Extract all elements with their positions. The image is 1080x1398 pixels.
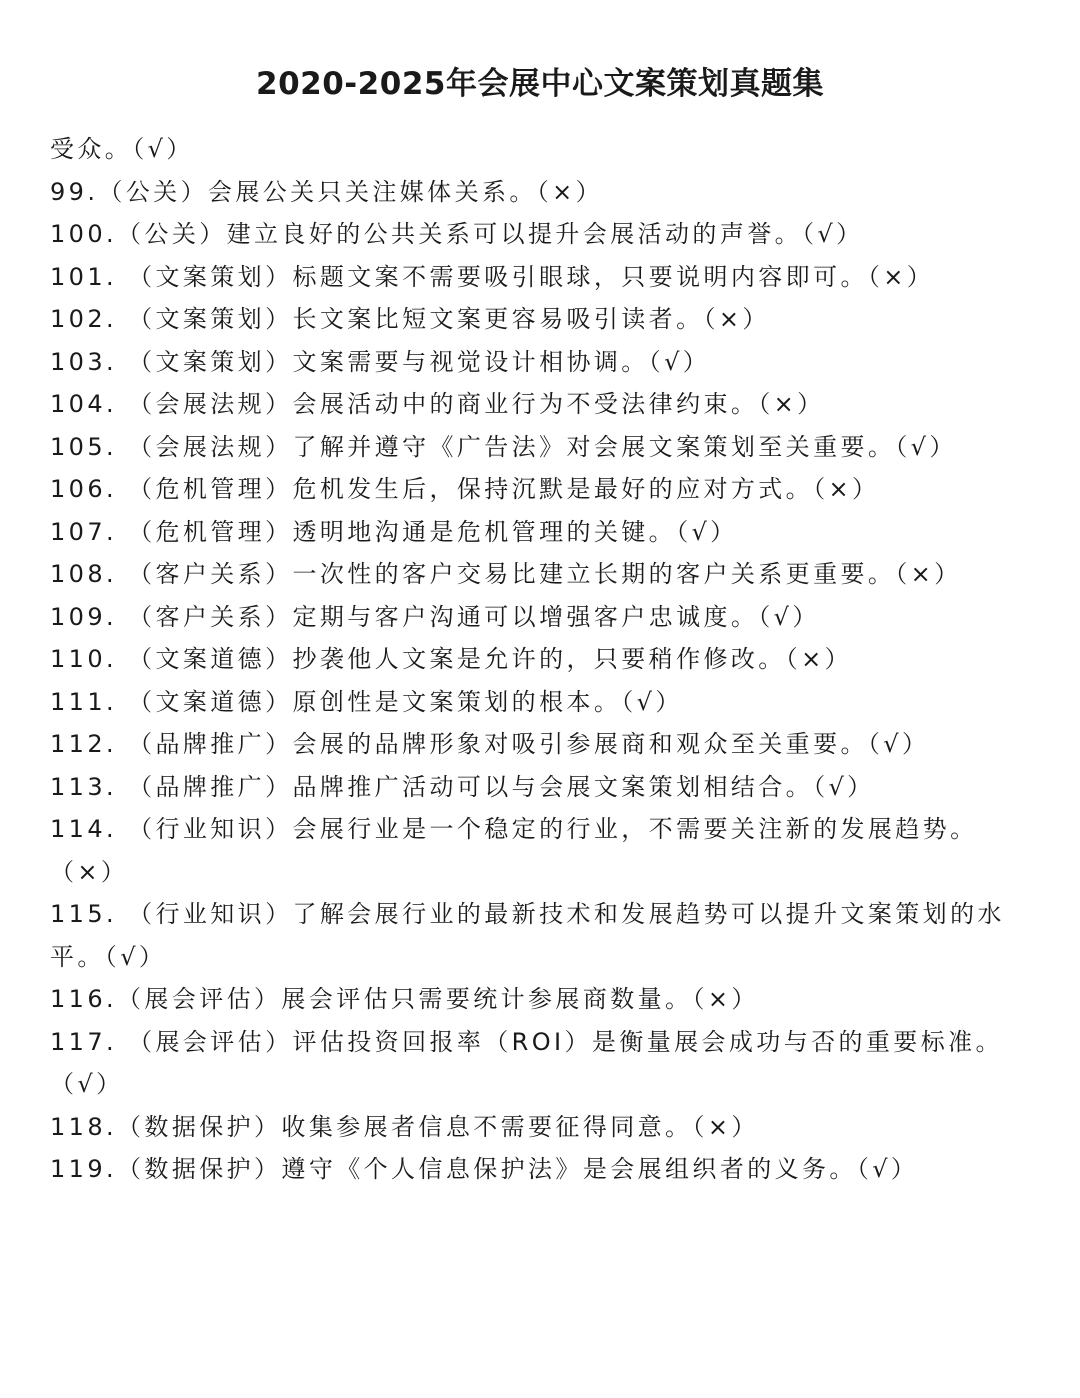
question-item: 101. （文案策划）标题文案不需要吸引眼球，只要说明内容即可。（×） bbox=[50, 262, 935, 291]
question-list bbox=[50, 128, 1035, 1191]
question-item: 110. （文案道德）抄袭他人文案是允许的，只要稍作修改。（×） bbox=[50, 645, 852, 673]
question-item: 100.（公关）建立良好的公共关系可以提升会展活动的声誉。（√） bbox=[50, 220, 864, 248]
question-item: 116.（展会评估）展会评估只需要统计参展商数量。（×） bbox=[50, 985, 759, 1013]
question-item: 109. （客户关系）定期与客户沟通可以增强客户忠诚度。（√） bbox=[50, 602, 820, 631]
question-item: 117. （展会评估）评估投资回报率（ROI）是衡量展会成功与否的重要标准。 bbox=[50, 1027, 1003, 1056]
question-item: 118.（数据保护）收集参展者信息不需要征得同意。（×） bbox=[50, 1112, 759, 1141]
question-item: 108. （客户关系）一次性的客户交易比建立长期的客户关系更重要。（×） bbox=[50, 560, 962, 588]
question-item: 112. （品牌推广）会展的品牌形象对吸引参展商和观众至关重要。（√） bbox=[50, 730, 930, 758]
document-title: 2020-2025年会展中心文案策划真题集 bbox=[256, 66, 824, 102]
question-item: 99.（公关）会展公关只关注媒体关系。（×） bbox=[50, 177, 604, 206]
question-item: 104. （会展法规）会展活动中的商业行为不受法律约束。（×） bbox=[50, 390, 825, 418]
text-line: （×） bbox=[50, 857, 129, 886]
question-item: 114. （行业知识）会展行业是一个稳定的行业，不需要关注新的发展趋势。 bbox=[50, 815, 978, 843]
question-item: 105. （会展法规）了解并遵守《广告法》对会展文案策划至关重要。（√） bbox=[50, 432, 957, 461]
text-line: 受众。（√） bbox=[50, 135, 194, 163]
question-item: 119.（数据保护）遵守《个人信息保护法》是会展组织者的义务。（√） bbox=[50, 1155, 919, 1183]
question-item: 102. （文案策划）长文案比短文案更容易吸引读者。（×） bbox=[50, 305, 770, 333]
question-item: 115. （行业知识）了解会展行业的最新技术和发展趋势可以提升文案策划的水 bbox=[50, 900, 1005, 928]
question-item: 111. （文案道德）原创性是文案策划的根本。（√） bbox=[50, 687, 683, 716]
text-line: （√） bbox=[50, 1070, 124, 1098]
question-item: 107. （危机管理）透明地沟通是危机管理的关键。（√） bbox=[50, 517, 738, 546]
question-item: 106. （危机管理）危机发生后，保持沉默是最好的应对方式。（×） bbox=[50, 475, 880, 503]
question-item: 113. （品牌推广）品牌推广活动可以与会展文案策划相结合。（√） bbox=[50, 772, 875, 801]
text-line: 平。（√） bbox=[50, 942, 167, 971]
question-item: 103. （文案策划）文案需要与视觉设计相协调。（√） bbox=[50, 347, 711, 376]
